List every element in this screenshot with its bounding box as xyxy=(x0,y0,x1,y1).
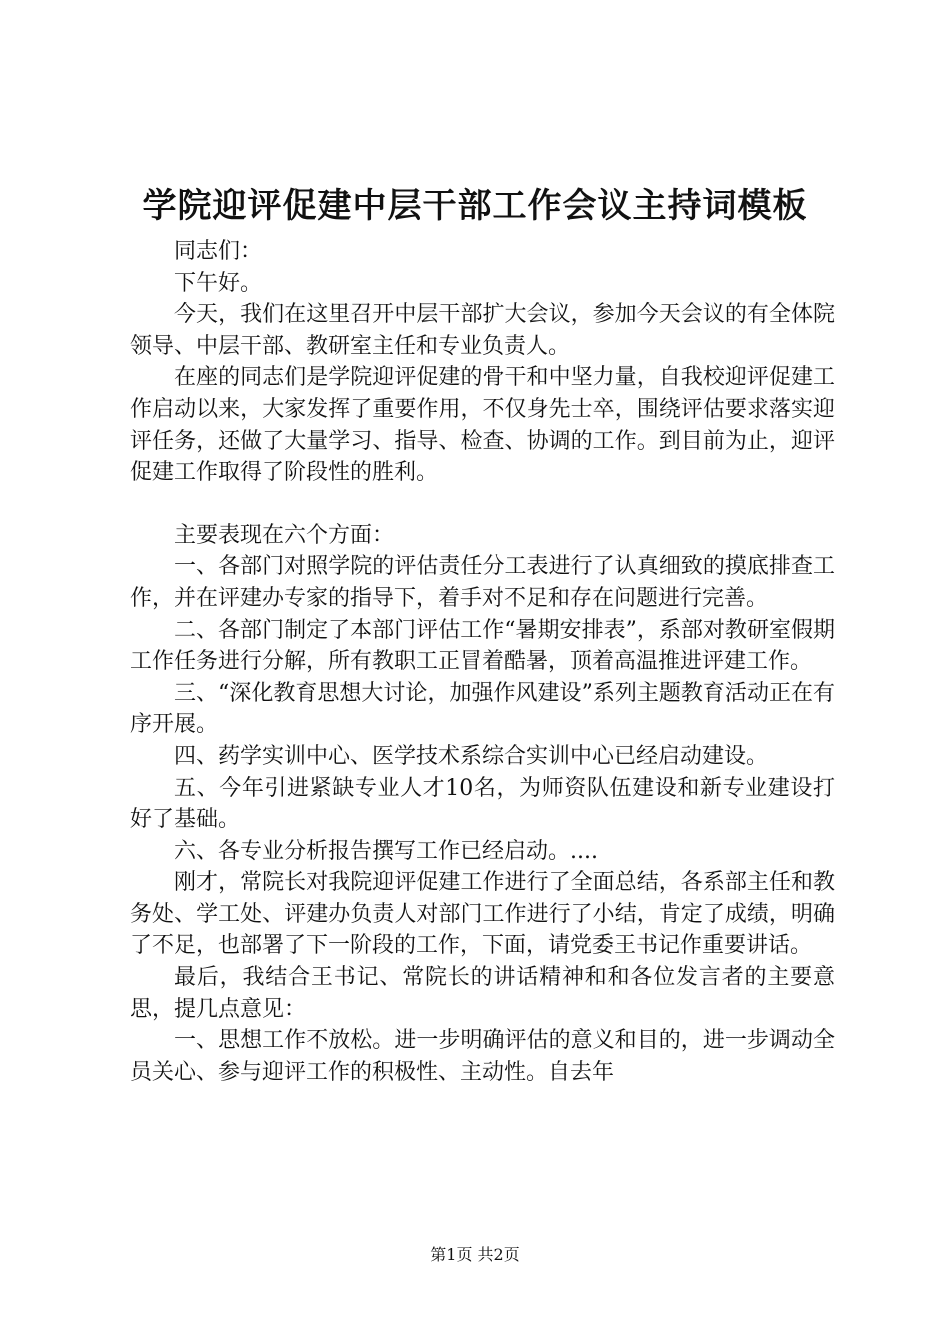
document-body xyxy=(130,236,835,1088)
list-item: 五、今年引进紧缺专业人才10名，为师资队伍建设和新专业建设打好了基础。 xyxy=(130,775,835,833)
list-item: 二、各部门制定了本部门评估工作“暑期安排表”，系部对教研室假期工作任务进行分解，所有教职工正冒着酷暑，顶着高温推进评建工作。 xyxy=(130,617,835,675)
paragraph: 今天，我们在这里召开中层干部扩大会议，参加今天会议的有全体院领导、中层干部、教研室主任和专业负责人。 xyxy=(130,302,835,359)
paragraph: 主要表现在六个方面： xyxy=(174,522,395,548)
salutation: 同志们： xyxy=(174,239,263,264)
paragraph: 在座的同志们是学院迎评促建的骨干和中坚力量，自我校迎评促建工作启动以来，大家发挥了重要作用，不仅身先士卒，围绕评估要求落实迎评任务，还做了大量学习、指导、检查、协调的工作。到目前为止，迎评促建工作取得了阶段性的胜利。 xyxy=(130,365,835,486)
paragraph: 刚才，常院长对我院迎评促建工作进行了全面总结，各系部主任和教务处、学工处、评建办负责人对部门工作进行了小结，肯定了成绩，明确了不足，也部署了下一阶段的工作，下面，请党委王书记作重要讲话。 xyxy=(130,870,835,959)
list-item: 四、药学实训中心、医学技术系综合实训中心已经启动建设。 xyxy=(174,743,769,769)
list-item: 三、“深化教育思想大讨论，加强作风建设”系列主题教育活动正在有序开展。 xyxy=(130,680,835,738)
page-footer: 第1页 共2页 xyxy=(430,1245,520,1264)
list-item: 一、思想工作不放松。进一步明确评估的意义和目的，进一步调动全员关心、参与迎评工作的积极性、主动性。自去年 xyxy=(130,1028,835,1085)
document-title: 学院迎评促建中层干部工作会议主持词模板 xyxy=(142,186,808,226)
paragraph: 最后，我结合王书记、常院长的讲话精神和和各位发言者的主要意思，提几点意见： xyxy=(130,965,835,1022)
list-item: 六、各专业分析报告撰写工作已经启动。.... xyxy=(174,838,598,864)
greeting: 下午好。 xyxy=(174,270,263,296)
list-item: 一、各部门对照学院的评估责任分工表进行了认真细致的摸底排查工作，并在评建办专家的指导下，着手对不足和存在问题进行完善。 xyxy=(130,554,835,611)
